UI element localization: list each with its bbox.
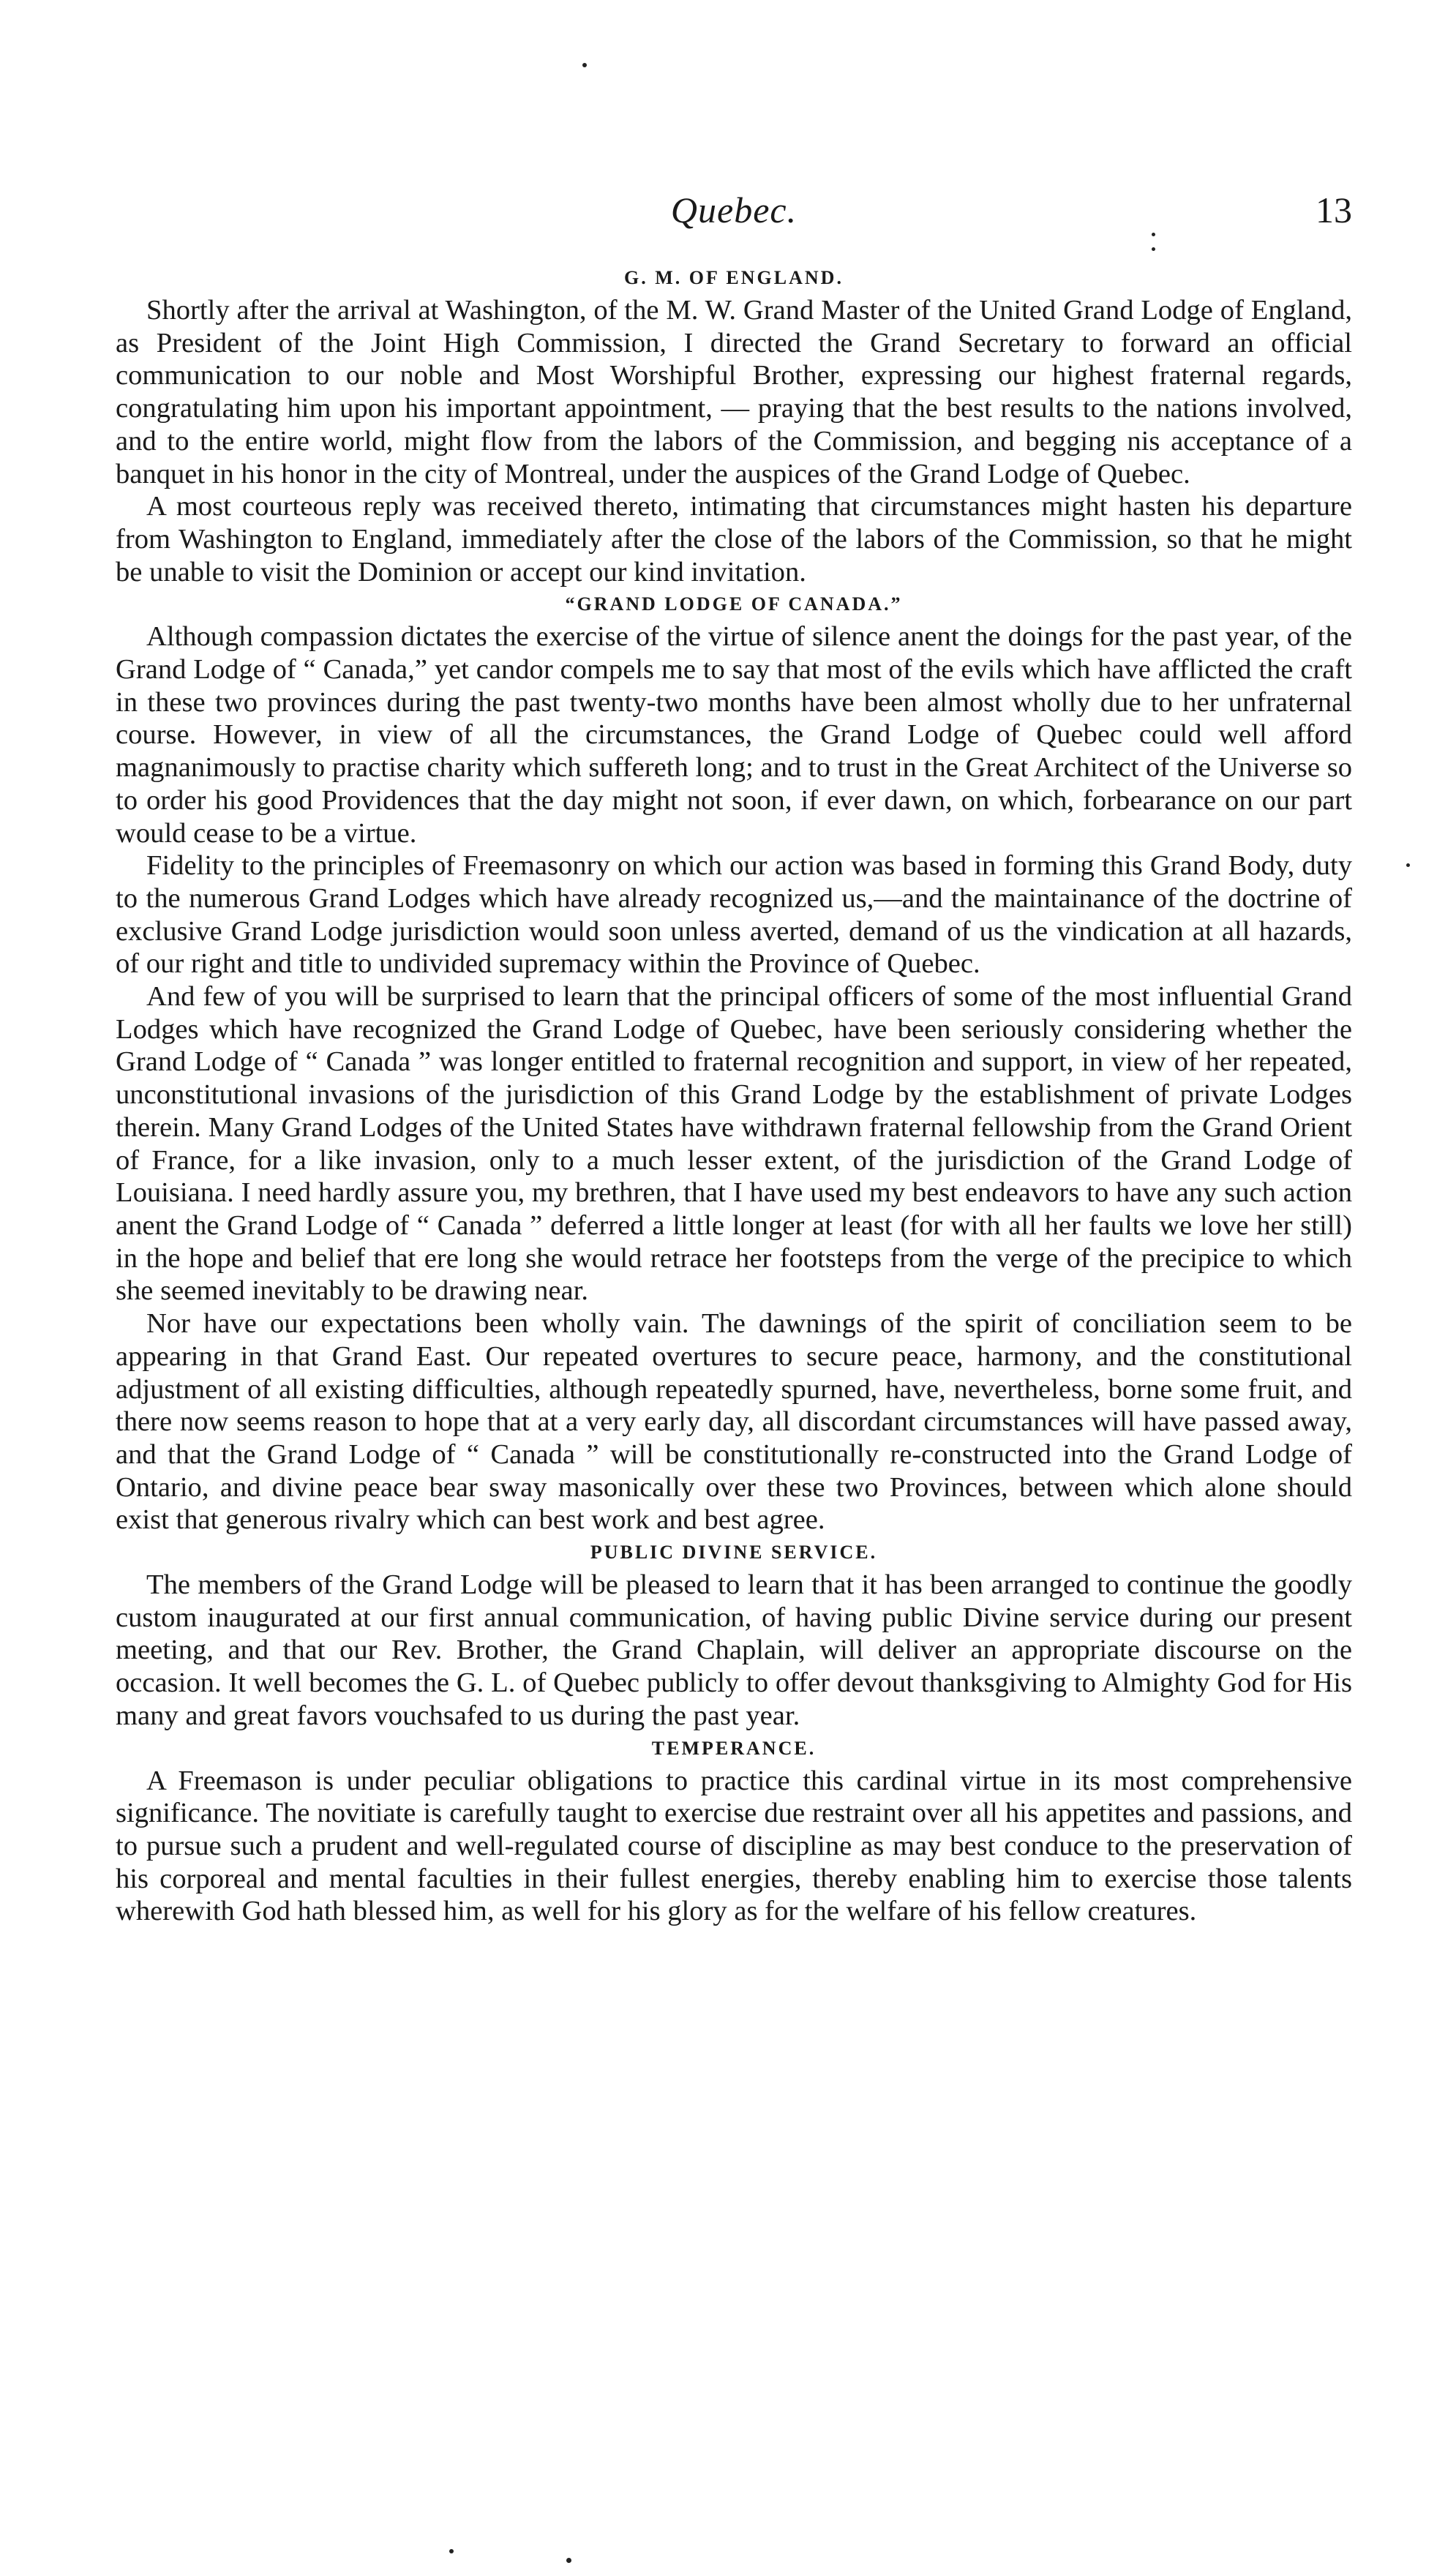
paragraph: Although compassion dictates the exercise of the virtue of silence anent the doings for the past year, of the Grand Lodge of “ Canada,” yet candor compels me to say that most of the evils which have afflicted the craft in these two provinces during the past twenty-two months have been almost wholly due to her unfraternal course. However, in view of all the circumstances, the Grand Lodge of Quebec could well afford magnanimously to practise charity which suffereth long; and to trust in the Great Architect of the Universe so to order his good Providences that the day might not soon, if ever dawn, on which, forbearance on our part would cease to be a virtue.	[116, 621, 1352, 849]
section-heading: G. M. OF ENGLAND.	[624, 267, 844, 288]
section-gm-of-england	[116, 262, 1352, 588]
scan-speck	[1406, 863, 1410, 867]
running-title: Quebec.	[670, 189, 798, 230]
scan-speck	[566, 2558, 571, 2563]
paragraph: A Freemason is under peculiar obligations to practice this cardinal virtue in its most comprehensive significance. The novitiate is carefully taught to exercise due restraint over all his appetites and passions, and to pursue such a prudent and well-regulated course of discipline as may best conduce to the preservation of his corporeal and mental faculties in their fullest energies, thereby enabling him to exercise those talents wherewith God hath blessed him, as well for his glory as for the welfare of his fellow creatures.	[116, 1765, 1352, 1927]
paragraph: Shortly after the arrival at Washington, of the M. W. Grand Master of the United Grand Lodge of England, as President of the Joint High Commission, I directed the Grand Secretary to forward an official communication to our noble and Most Worshipful Brother, expressing our highest fraternal regards, congratulating him upon his important appointment, — praying that the best results to the nations involved, and to the entire world, might flow from the labors of the Commission, and begging nis acceptance of a banquet in his honor in the city of Montreal, under the auspices of the Grand Lodge of Quebec.	[116, 295, 1352, 489]
paragraph: Nor have our expectations been wholly vain. The dawnings of the spirit of conciliation seem to be appearing in that Grand East. Our repeated overtures to secure peace, harmony, and the constitutional adjustment of all existing difficulties, although repeatedly spurned, have, nevertheless, borne some fruit, and there now seems reason to hope that at a very early day, all discordant circumstances will have passed away, and that the Grand Lodge of “ Canada ” will be constitutionally re-constructed into the Grand Lodge of Ontario, and divine peace bear sway masonically over these two Provinces, between which alone should exist that generous rivalry which can best work and best agree.	[116, 1308, 1352, 1536]
paragraph: The members of the Grand Lodge will be pleased to learn that it has been arranged to continue the goodly custom inaugurated at our first annual communication, of having public Divine service during our present meeting, and that our Rev. Brother, the Grand Chaplain, will deliver an appropriate discourse on the occasion. It well becomes the G. L. of Quebec publicly to offer devout thanksgiving to Almighty God for His many and great favors vouchsafed to us during the past year.	[116, 1569, 1352, 1731]
paragraph: Fidelity to the principles of Freemasonry on which our action was based in forming this Grand Body, duty to the numerous Grand Lodges which have already recognized us,—and the maintainance of the doctrine of exclusive Grand Lodge jurisdiction would soon unless averted, demand of us the vindication at all hazards, of our right and title to undivided supremacy within the Province of Quebec.	[116, 850, 1352, 980]
section-temperance	[116, 1733, 1352, 1929]
page-body	[116, 262, 1352, 1928]
page-header	[116, 189, 1352, 247]
section-public-divine-service	[116, 1536, 1352, 1733]
page-number: 13	[1316, 189, 1352, 230]
scan-speck	[1152, 247, 1155, 251]
scan-speck	[582, 63, 587, 67]
paragraph: And few of you will be surprised to learn that the principal officers of some of the most influential Grand Lodges which have recognized the Grand Lodge of Quebec, have been seriously considering whether the Grand Lodge of “ Canada ” was longer entitled to fraternal recognition and support, in view of her repeated, unconstitutional invasions of the jurisdiction of this Grand Lodge by the establishment of private Lodges therein. Many Grand Lodges of the United States have withdrawn fraternal fellowship from the Grand Orient of France, for a like invasion, only to a much lesser extent, of the jurisdiction of the Grand Lodge of Louisiana. I need hardly assure you, my brethren, that I have used my best endeavors to have any such action anent the Grand Lodge of “ Canada ” deferred a little longer at least (for with all her faults we love her still) in the hope and belief that ere long she would retrace her footsteps from the verge of the precipice to which she seemed inevitably to be drawing near.	[116, 981, 1352, 1307]
section-heading: TEMPERANCE.	[651, 1737, 817, 1759]
section-grand-lodge-of-canada	[116, 588, 1352, 1536]
paragraph: A most courteous reply was received thereto, intimating that circumstances might hasten his departure from Washington to England, immediately after the close of the labors of the Commission, so that he might be unable to visit the Dominion or accept our kind invitation.	[116, 491, 1352, 588]
section-heading: “GRAND LODGE OF CANADA.”	[565, 593, 903, 615]
scan-speck	[449, 2549, 454, 2553]
section-heading: PUBLIC DIVINE SERVICE.	[590, 1542, 878, 1564]
